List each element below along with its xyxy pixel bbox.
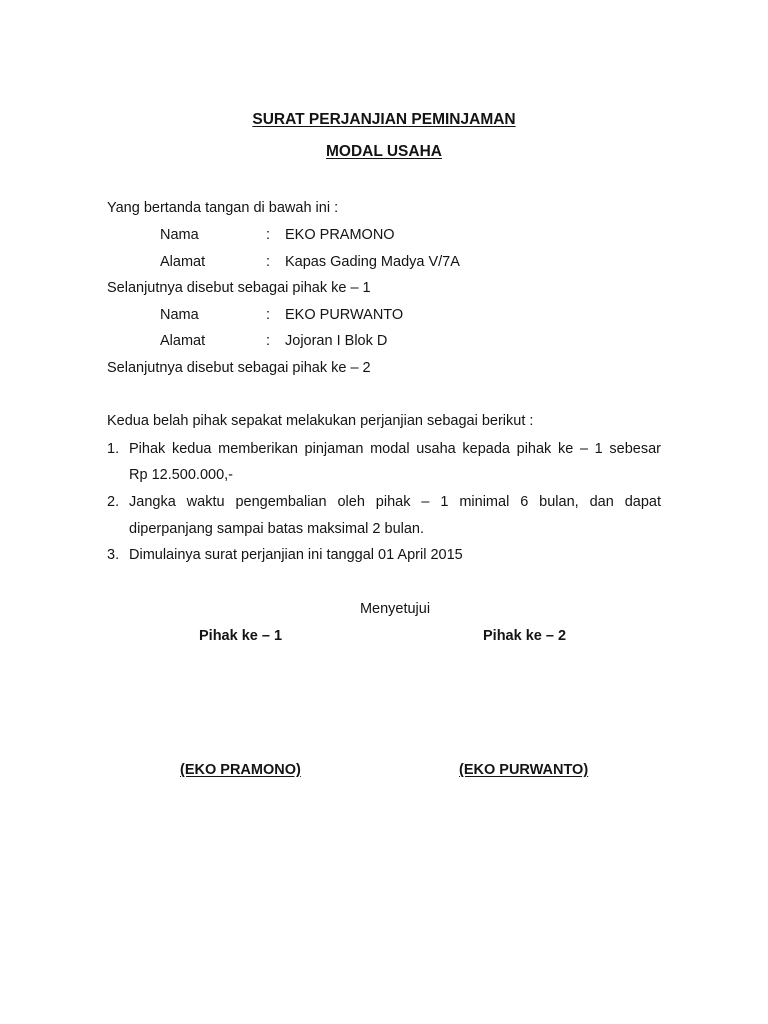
party2-name-value: EKO PURWANTO [285, 307, 404, 323]
intro-text: Yang bertanda tangan di bawah ini : [107, 200, 339, 216]
clause-1-number: 1. [107, 441, 120, 457]
party1-name-label: Nama [160, 227, 199, 243]
clause-3-number: 3. [107, 547, 120, 563]
document-title-line1: SURAT PERJANJIAN PEMINJAMAN [252, 111, 516, 128]
party2-name-label: Nama [160, 307, 199, 323]
clause-2-line1: Jangka waktu pengembalian oleh pihak – 1 minimal 6 bulan, dan dapat [129, 494, 661, 510]
party1-name-colon: : [266, 227, 271, 243]
party2-name-colon: : [266, 307, 271, 323]
party1-name-value: EKO PRAMONO [285, 227, 395, 243]
document-title-line2: MODAL USAHA [326, 143, 442, 160]
party1-designation: Selanjutnya disebut sebagai pihak ke – 1 [107, 280, 371, 296]
party2-signatory-name: (EKO PURWANTO) [459, 762, 589, 778]
clause-2-number: 2. [107, 494, 120, 510]
clause-3-line1: Dimulainya surat perjanjian ini tanggal 01 April 2015 [129, 547, 463, 563]
clause-2-line2: diperpanjang sampai batas maksimal 2 bulan. [129, 521, 425, 537]
party1-address-colon: : [266, 254, 271, 270]
agreement-intro: Kedua belah pihak sepakat melakukan perjanjian sebagai berikut : [107, 413, 534, 429]
party2-signature-label: Pihak ke – 2 [483, 628, 567, 644]
party1-signature-label: Pihak ke – 1 [199, 628, 283, 644]
party2-address-colon: : [266, 333, 271, 349]
party1-address-label: Alamat [160, 254, 206, 270]
approval-heading: Menyetujui [359, 601, 431, 617]
clause-1-line2: Rp 12.500.000,- [129, 467, 233, 483]
clause-1-line1: Pihak kedua memberikan pinjaman modal usaha kepada pihak ke – 1 sebesar [129, 441, 661, 457]
party2-address-label: Alamat [160, 333, 206, 349]
party1-signatory-name: (EKO PRAMONO) [180, 762, 301, 778]
party1-address-value: Kapas Gading Madya V/7A [285, 254, 460, 270]
party2-designation: Selanjutnya disebut sebagai pihak ke – 2 [107, 360, 371, 376]
party2-address-value: Jojoran I Blok D [285, 333, 388, 349]
